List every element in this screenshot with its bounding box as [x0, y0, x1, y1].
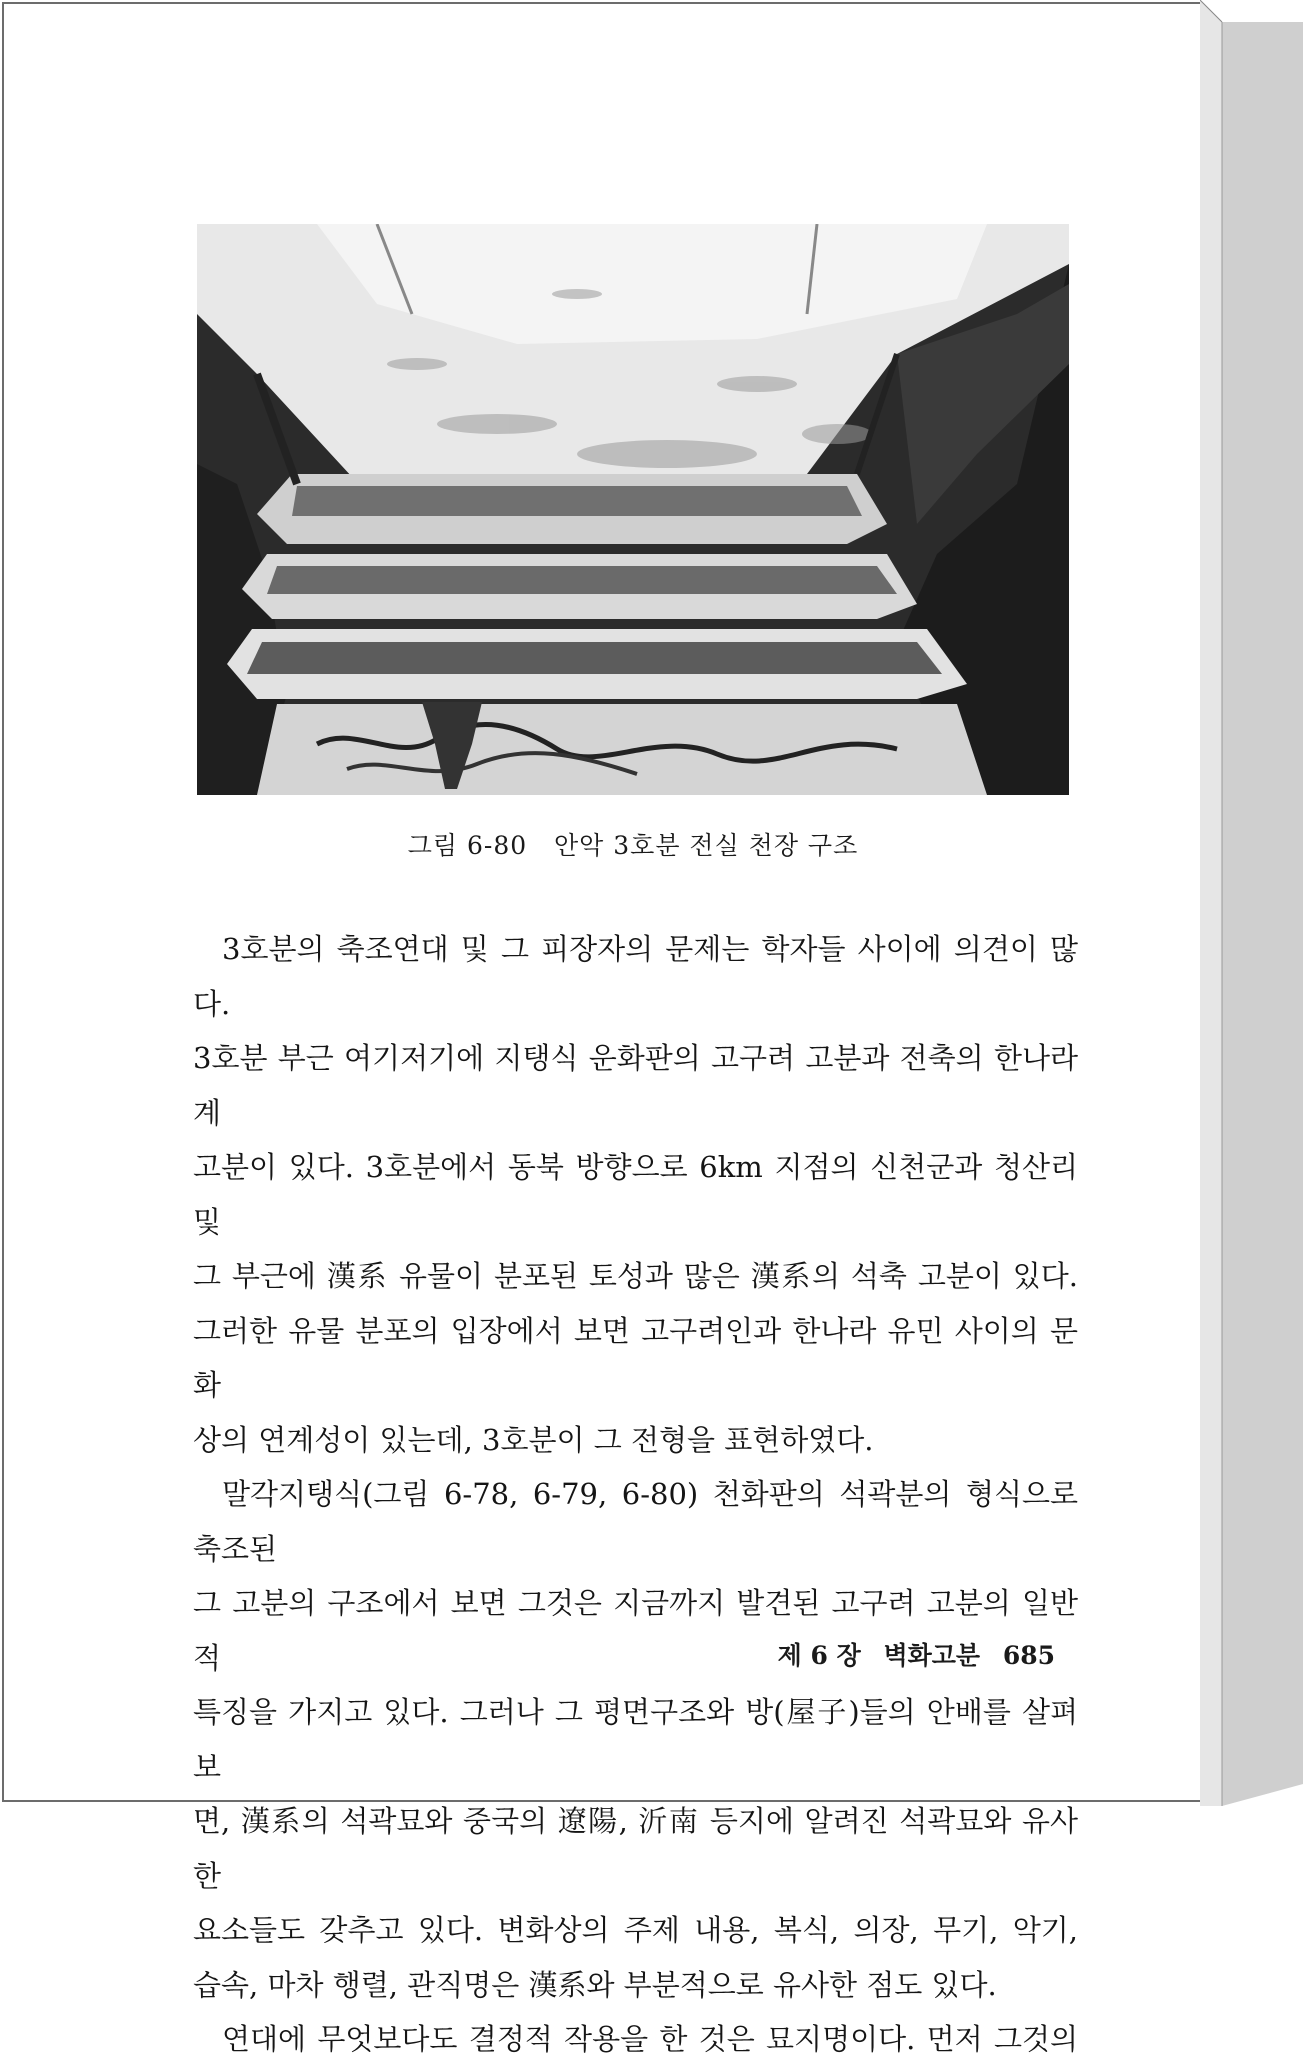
- page-stack-edge: [1200, 0, 1303, 1806]
- paragraph-line: 연대에 무엇보다도 결정적 작용을 한 것은 묘지명이다. 먼저 그것의: [222, 2022, 1078, 2056]
- body-text: [193, 922, 1078, 2067]
- paragraph-line: 요소들도 갖추고 있다. 변화상의 주제 내용, 복식, 의장, 무기, 악기,: [193, 1913, 1078, 1947]
- page-number: 685: [1002, 1641, 1055, 1670]
- paragraph-line: 상의 연계성이 있는데, 3호분이 그 전형을 표현하였다.: [193, 1422, 874, 1457]
- paragraph-line: 그 부근에 漢系 유물이 분포된 토성과 많은 漢系의 석축 고분이 있다.: [193, 1259, 1078, 1293]
- figure-label: 그림 6-80: [407, 831, 528, 860]
- paragraph-line: 습속, 마차 행렬, 관직명은 漢系와 부분적으로 유사한 점도 있다.: [193, 1967, 997, 2002]
- figure-caption: [197, 826, 1069, 862]
- paragraph-line: 3호분 부근 여기저기에 지탱식 운화판의 고구려 고분과 전축의 한나라계: [193, 1041, 1078, 1130]
- paragraph-line: 고분이 있다. 3호분에서 동북 방향으로 6km 지점의 신천군과 청산리 및: [193, 1150, 1078, 1239]
- paragraph-line: 그러한 유물 분포의 입장에서 보면 고구려인과 한나라 유민 사이의 문화: [193, 1313, 1078, 1402]
- chapter-label: 제 6 장: [777, 1641, 861, 1670]
- paragraph-line: 특징을 가지고 있다. 그러나 그 평면구조와 방(屋子)들의 안배를 살펴보: [193, 1695, 1078, 1784]
- paragraph-line: 말각지탱식(그림 6-78, 6-79, 6-80) 천화판의 석곽분의 형식으로 축조된: [193, 1477, 1078, 1566]
- tomb-ceiling-photo: [197, 224, 1069, 795]
- figure-title: 안악 3호분 전실 천장 구조: [554, 831, 859, 860]
- section-label: 벽화고분: [883, 1641, 981, 1670]
- paragraph-line: 그 고분의 구조에서 보면 그것은 지금까지 발견된 고구려 고분의 일반적: [193, 1586, 1078, 1675]
- paragraph-line: 면, 漢系의 석곽묘와 중국의 遼陽, 沂南 등지에 알려진 석곽묘와 유사한: [193, 1804, 1078, 1893]
- paragraph-line: 3호분의 축조연대 및 그 피장자의 문제는 학자들 사이에 의견이 많다.: [193, 932, 1078, 1021]
- running-footer: [640, 1636, 1055, 1672]
